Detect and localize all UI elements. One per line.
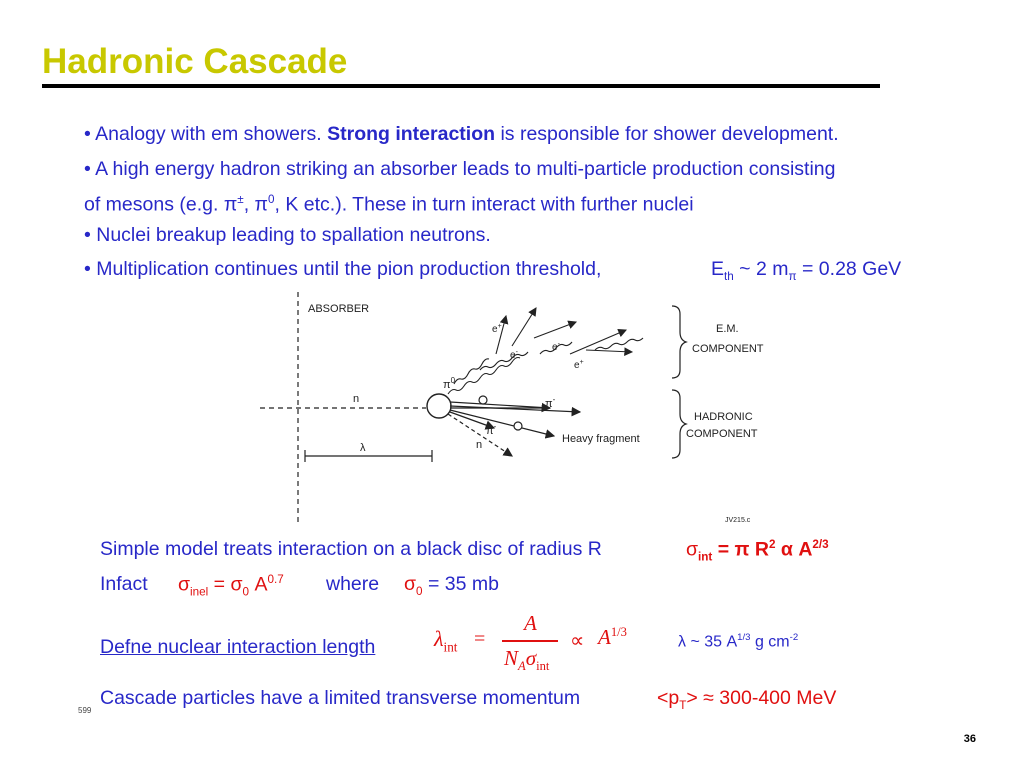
em-label-2: COMPONENT (692, 343, 764, 355)
lambda-label: λ (360, 442, 366, 454)
denominator (504, 646, 549, 674)
eq-pi-r: = π R (712, 538, 769, 561)
den-n: N (504, 646, 519, 670)
propto-symbol: ∝ (570, 630, 585, 652)
infact-label: Infact (100, 573, 148, 595)
gcm: g cm (750, 633, 790, 651)
b2-post: , K etc.). These in turn interact with further nuclei (274, 193, 694, 216)
b2-pm: ± (237, 193, 244, 206)
model-text: Simple model treats interaction on a black disc of radius R (100, 538, 602, 560)
lam: λ (434, 626, 444, 651)
bullet-1-pre: • Analogy with em showers. (84, 123, 328, 145)
pt-formula (657, 687, 836, 712)
alpha-a: α A (775, 538, 813, 561)
bullet-1 (84, 122, 839, 147)
eq-sigma0: = σ (208, 573, 243, 596)
den-sigma: σ (525, 646, 537, 670)
den-a: A (518, 659, 526, 674)
where-label: where (326, 573, 380, 595)
had-label-1: HADRONIC (694, 411, 753, 423)
corner-number: 599 (78, 706, 92, 715)
model-line-1 (100, 538, 602, 561)
threshold-formula (711, 257, 901, 289)
nucleus-circle (427, 394, 451, 418)
int-sub: int (698, 550, 713, 564)
eminus1-label: e- (510, 349, 518, 361)
slide-title: Hadronic Cascade (42, 42, 348, 81)
n2-label: n (476, 439, 483, 451)
sigma0-value (404, 573, 499, 598)
b2-zero: 0 (268, 193, 275, 206)
slide-number: 36 (963, 733, 976, 745)
threshold-value: = 0.28 GeV (796, 258, 902, 280)
lam-int: int (443, 639, 458, 655)
bullet-2-line-2 (84, 187, 694, 218)
sigma-int-formula (686, 538, 829, 563)
pt-pre: <p (657, 687, 680, 709)
fraction-bar (502, 640, 558, 642)
bullet-1-post: is responsible for shower development. (495, 123, 839, 145)
bullet-3: • Nuclei breakup leading to spallation neutrons. (84, 224, 491, 246)
th-sub: th (724, 269, 734, 283)
e-sym: E (711, 258, 725, 280)
cascade-diagram (250, 288, 790, 533)
exp-07: 0.7 (267, 573, 284, 586)
lam-approx-text: λ ~ 35 A (678, 633, 738, 651)
pi0-label: $\pi^0$ (443, 376, 456, 391)
diagram-ref: JV215.c (725, 517, 751, 524)
sup-two-thirds: 2/3 (812, 538, 829, 551)
b2-mid: , π (243, 193, 268, 216)
numerator-a: A (524, 611, 537, 635)
sig-inel: σ (178, 573, 191, 596)
inel-sub: inel (190, 585, 209, 599)
sigma-sym: σ (686, 538, 699, 561)
mb-value: = 35 mb (422, 573, 499, 595)
pim-label: π- (545, 395, 556, 410)
n-label: n (353, 393, 360, 405)
zero2-sub: 0 (416, 584, 423, 598)
heavy-fragment-label: Heavy fragment (562, 433, 640, 445)
pim2-label: π- (486, 422, 497, 437)
lam-exp: 1/3 (737, 632, 751, 643)
bullet-4: • Multiplication continues until the pion production threshold, (84, 258, 602, 280)
gcm-exp: -2 (789, 632, 799, 643)
sig0: σ (404, 573, 417, 595)
eplus2-label: e+ (574, 359, 584, 371)
define-interaction-length: Defne nuclear interaction length (100, 636, 376, 658)
title-underline (42, 84, 880, 88)
exp13: 1/3 (610, 625, 627, 639)
pt-t: T (679, 698, 687, 712)
absorber-label: ABSORBER (308, 303, 370, 315)
pt-post: > ≈ 300-400 MeV (686, 687, 837, 709)
a-one-third (598, 625, 627, 650)
em-label-1: E.M. (716, 323, 739, 335)
den-int: int (536, 659, 550, 674)
equals-sign: = (474, 628, 486, 650)
lambda-approx (678, 632, 798, 651)
b2-pre: of mesons (e.g. π (84, 193, 238, 216)
had-label-2: COMPONENT (686, 428, 758, 440)
zero-sub: 0 (242, 585, 250, 599)
cascade-line: Cascade particles have a limited transverse momentum (100, 687, 581, 709)
pi-sub: π (788, 269, 797, 283)
eplus1-label: e+ (492, 323, 502, 335)
a13: A (598, 625, 611, 649)
a-sym: A (249, 573, 268, 596)
eminus2-label: e- (552, 341, 560, 353)
lambda-int-symbol (434, 626, 457, 655)
bullet-1-bold: Strong interaction (327, 123, 496, 145)
mpi: ~ 2 m (733, 258, 789, 280)
sup-two: 2 (768, 538, 776, 551)
sigma-inel-formula (178, 573, 284, 598)
bullet-2-line-1: • A high energy hadron striking an absorber leads to multi-particle production consisting (84, 158, 836, 180)
